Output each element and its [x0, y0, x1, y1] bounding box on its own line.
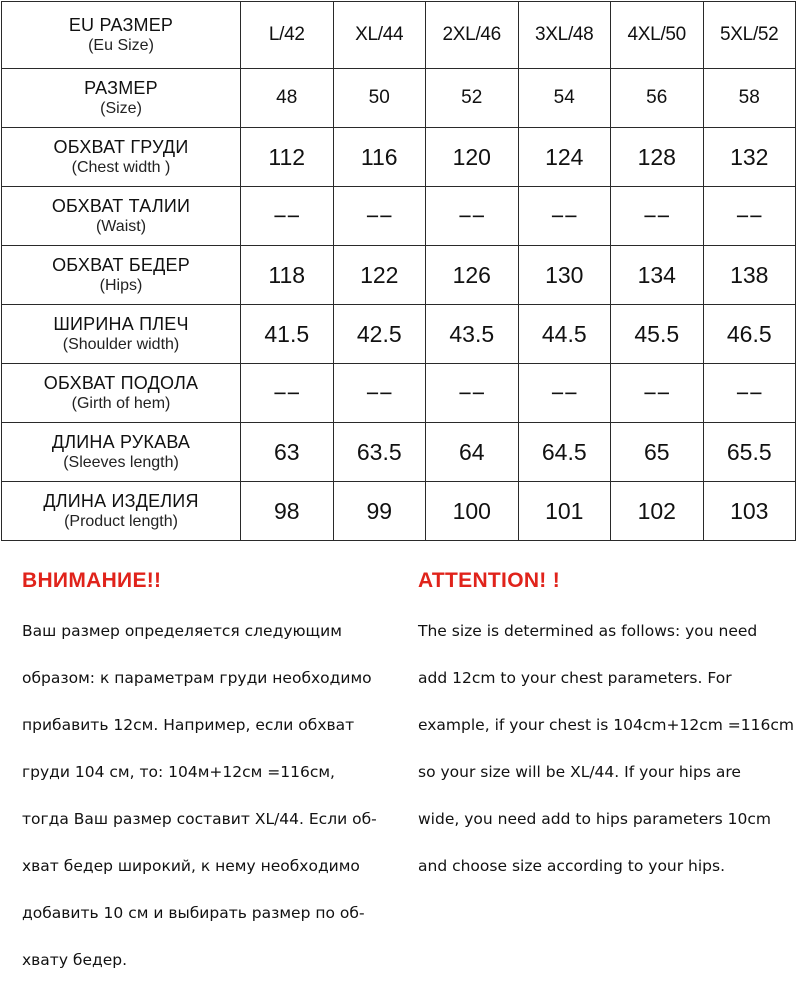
table-cell: 122 [333, 246, 426, 305]
size-header-cell: 4XL/50 [611, 2, 704, 69]
attention-title-ru: ВНИМАНИЕ!! [22, 569, 162, 592]
table-cell: −− [426, 187, 519, 246]
table-cell: 48 [241, 69, 334, 128]
attention-title-en: ATTENTION! ! [418, 569, 561, 592]
table-cell: 64.5 [518, 423, 611, 482]
note-line: The size is determined as follows: you need [418, 621, 758, 640]
table-cell: 64 [426, 423, 519, 482]
row-label-en: (Eu Size) [88, 37, 154, 54]
note-line: груди 104 см, то: 104м+12см =116см, [22, 762, 335, 781]
table-cell: −− [333, 187, 426, 246]
table-cell: 45.5 [611, 305, 704, 364]
row-label-ru: ДЛИНА ИЗДЕЛИЯ [43, 491, 199, 511]
table-cell: 43.5 [426, 305, 519, 364]
size-header-cell: 2XL/46 [426, 2, 519, 69]
table-cell: −− [241, 187, 334, 246]
table-cell: 112 [241, 128, 334, 187]
note-line: add 12cm to your chest parameters. For [418, 668, 732, 687]
row-label-en: (Product length) [64, 513, 178, 530]
table-row [2, 246, 796, 305]
row-label-ru: ОБХВАТ ГРУДИ [53, 137, 189, 157]
table-row [2, 305, 796, 364]
table-cell: 63.5 [333, 423, 426, 482]
row-label [2, 187, 241, 246]
table-cell: 134 [611, 246, 704, 305]
table-cell: −− [426, 364, 519, 423]
row-label [2, 364, 241, 423]
row-label-ru: ОБХВАТ БЕДЕР [52, 255, 190, 275]
size-header-cell: XL/44 [333, 2, 426, 69]
row-label-ru: ДЛИНА РУКАВА [51, 432, 191, 452]
table-cell: −− [703, 187, 796, 246]
row-label-en: (Waist) [95, 218, 147, 235]
table-row [2, 69, 796, 128]
table-cell: −− [703, 364, 796, 423]
table-cell: 120 [426, 128, 519, 187]
row-label-en: (Chest width ) [71, 159, 171, 176]
size-header-cell: L/42 [241, 2, 334, 69]
table-cell: 102 [611, 482, 704, 541]
table-cell: 42.5 [333, 305, 426, 364]
size-chart-table [1, 1, 796, 541]
table-cell: 116 [333, 128, 426, 187]
table-row [2, 423, 796, 482]
row-label [2, 128, 241, 187]
table-cell: 50 [333, 69, 426, 128]
size-header-cell: 5XL/52 [703, 2, 796, 69]
table-cell: 44.5 [518, 305, 611, 364]
size-notes [0, 566, 800, 969]
row-label [2, 305, 241, 364]
size-header-cell: 3XL/48 [518, 2, 611, 69]
table-cell: 132 [703, 128, 796, 187]
table-cell: −− [611, 364, 704, 423]
table-cell: −− [518, 364, 611, 423]
table-cell: 100 [426, 482, 519, 541]
table-cell: 54 [518, 69, 611, 128]
table-cell: 65 [611, 423, 704, 482]
table-cell: −− [241, 364, 334, 423]
note-line: Ваш размер определяется следующим [22, 621, 342, 640]
table-cell: 41.5 [241, 305, 334, 364]
attention-text-ru [22, 596, 412, 996]
table-cell: 46.5 [703, 305, 796, 364]
table-row [2, 128, 796, 187]
row-label-ru: ОБХВАТ ПОДОЛА [43, 373, 199, 393]
table-cell: 98 [241, 482, 334, 541]
table-cell: −− [518, 187, 611, 246]
row-label-ru: ОБХВАТ ТАЛИИ [51, 196, 191, 216]
table-cell: 126 [426, 246, 519, 305]
note-line: тогда Ваш размер составит XL/44. Если об- [22, 809, 377, 828]
table-row [2, 187, 796, 246]
table-cell: −− [333, 364, 426, 423]
table-cell: 99 [333, 482, 426, 541]
table-cell: 103 [703, 482, 796, 541]
attention-note-ru [22, 566, 412, 996]
note-line: образом: к параметрам груди необходимо [22, 668, 372, 687]
note-line: прибавить 12см. Например, если обхват [22, 715, 355, 734]
note-line: example, if your chest is 104cm+12cm =116cm [418, 715, 794, 734]
table-cell: 128 [611, 128, 704, 187]
table-cell: 65.5 [703, 423, 796, 482]
row-label-ru: EU РАЗМЕР [68, 15, 174, 35]
row-label [2, 246, 241, 305]
table-cell: 58 [703, 69, 796, 128]
table-cell: 63 [241, 423, 334, 482]
table-cell: 124 [518, 128, 611, 187]
row-label [2, 482, 241, 541]
table-cell: 56 [611, 69, 704, 128]
note-line: and choose size according to your hips. [418, 856, 726, 875]
row-label [2, 69, 241, 128]
note-line: wide, you need add to hips parameters 10cm [418, 809, 772, 828]
note-line: so your size will be XL/44. If your hips are [418, 762, 741, 781]
table-cell: 101 [518, 482, 611, 541]
row-label-en: (Shoulder width) [62, 336, 180, 353]
table-header-row [2, 2, 796, 69]
table-row [2, 364, 796, 423]
row-label-ru: РАЗМЕР [84, 78, 158, 98]
note-line: хвату бедер. [22, 950, 128, 969]
table-cell: 52 [426, 69, 519, 128]
row-label-en: (Hips) [99, 277, 143, 294]
note-line: хват бедер широкий, к нему необходимо [22, 856, 360, 875]
table-cell: 138 [703, 246, 796, 305]
attention-text-en [418, 596, 800, 902]
table-cell: −− [611, 187, 704, 246]
note-line: добавить 10 см и выбирать размер по об- [22, 903, 365, 922]
row-label-en: (Girth of hem) [71, 395, 171, 412]
attention-note-en [418, 566, 800, 902]
table-cell: 130 [518, 246, 611, 305]
row-label-en: (Sleeves length) [63, 454, 179, 471]
table-row [2, 482, 796, 541]
row-label-ru: ШИРИНА ПЛЕЧ [53, 314, 189, 334]
row-label [2, 2, 241, 69]
row-label-en: (Size) [100, 100, 142, 117]
row-label [2, 423, 241, 482]
table-cell: 118 [241, 246, 334, 305]
